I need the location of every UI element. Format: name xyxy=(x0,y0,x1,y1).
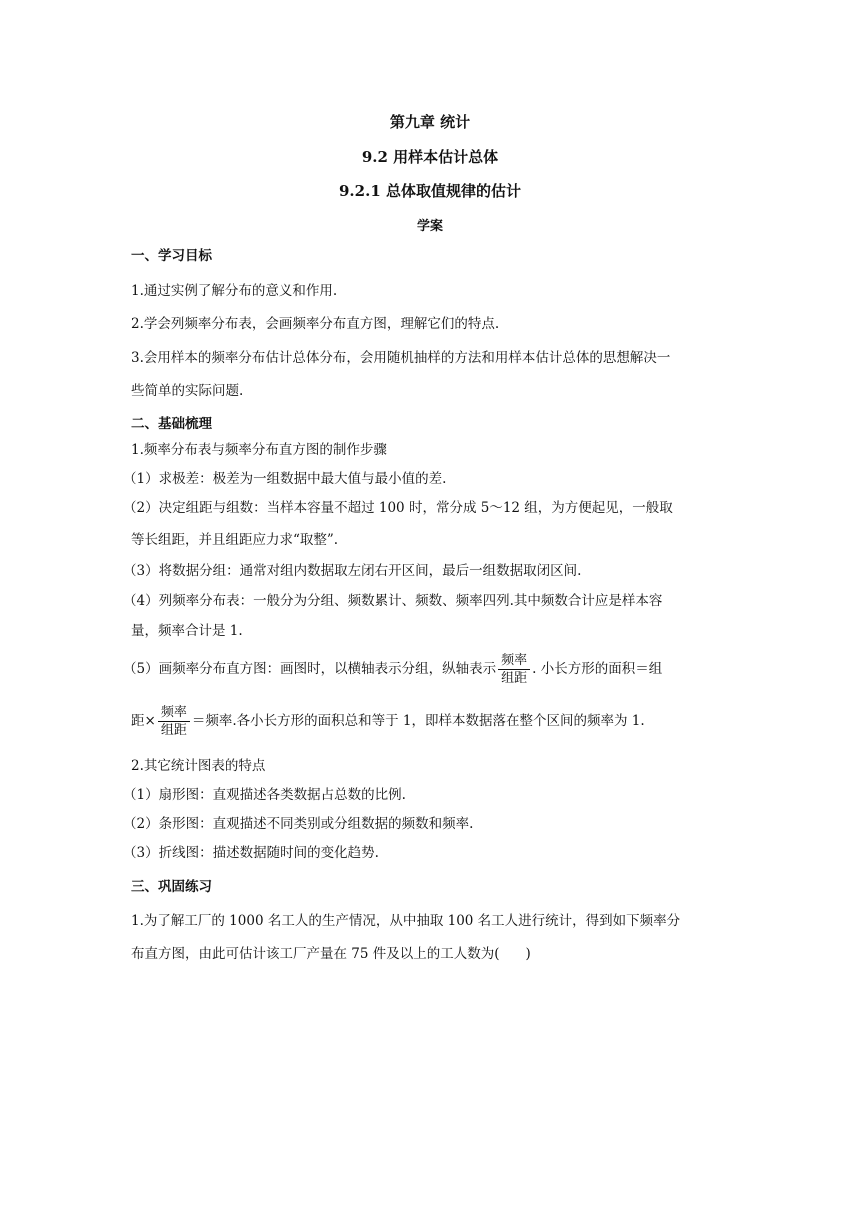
subsection-title: 9.2.1 总体取值规律的估计 xyxy=(339,182,521,200)
chapter-title: 第九章 统计 xyxy=(389,113,471,131)
goal-item-3-cont: 些简单的实际问题. xyxy=(131,383,244,399)
review-step-1: （1）求极差：极差为一组数据中最大值与最小值的差. xyxy=(123,471,447,487)
review-step-4: （4）列频率分布表：一般分为分组、频数累计、频数、频率四列.其中频数合计应是样本容 xyxy=(123,593,663,609)
frequency-over-width-fraction-2 xyxy=(158,704,190,739)
review-heading: 二、基础梳理 xyxy=(131,416,212,432)
fraction-numerator-2: 频率 xyxy=(158,704,190,722)
goal-item-1: 1.通过实例了解分布的意义和作用. xyxy=(131,283,338,299)
fraction-numerator: 频率 xyxy=(498,652,530,670)
step-5-text-after: . 小长方形的面积＝组 xyxy=(532,661,663,677)
review-step-2-cont: 等长组距，并且组距应力求“取整”. xyxy=(131,532,339,548)
review-subheading-2: 2.其它统计图表的特点 xyxy=(131,758,266,774)
frequency-over-width-fraction xyxy=(498,652,530,687)
section-title: 9.2 用样本估计总体 xyxy=(361,148,499,166)
doc-type-label: 学案 xyxy=(416,219,443,234)
review-step-5-cont xyxy=(131,703,731,739)
fraction-denominator: 组距 xyxy=(501,671,528,686)
goal-item-2: 2.学会列频率分布表，会画频率分布直方图，理解它们的特点. xyxy=(131,316,500,332)
review-step-3: （3）将数据分组：通常对组内数据取左闭右开区间，最后一组数据取闭区间. xyxy=(123,563,582,579)
chart-type-bar: （2）条形图：直观描述不同类别或分组数据的频数和频率. xyxy=(123,816,474,832)
goal-item-3: 3.会用样本的频率分布估计总体分布，会用随机抽样的方法和用样本估计总体的思想解决一 xyxy=(131,350,671,366)
goals-heading: 一、学习目标 xyxy=(131,248,212,264)
question-1-close-paren: ) xyxy=(525,946,531,962)
fraction-denominator-2: 组距 xyxy=(160,723,187,738)
step-5-text-before: （5）画频率分布直方图：画图时，以横轴表示分组，纵轴表示 xyxy=(123,661,497,677)
review-subheading-1: 1.频率分布表与频率分布直方图的制作步骤 xyxy=(131,442,387,458)
review-step-4-cont: 量，频率合计是 1. xyxy=(131,623,243,639)
chart-type-line: （3）折线图：描述数据随时间的变化趋势. xyxy=(123,845,379,861)
review-step-5 xyxy=(123,651,723,687)
question-1-text: 布直方图，由此可估计该工厂产量在 75 件及以上的工人数为( xyxy=(131,946,500,962)
step-5-cont-text-before: 距× xyxy=(131,713,156,729)
practice-heading: 三、巩固练习 xyxy=(131,879,212,895)
practice-question-1: 1.为了解工厂的 1000 名工人的生产情况，从中抽取 100 名工人进行统计，得到如下频率分 xyxy=(131,913,681,929)
chart-type-pie: （1）扇形图：直观描述各类数据占总数的比例. xyxy=(123,787,406,803)
review-step-2: （2）决定组距与组数：当样本容量不超过 100 时，常分成 5～12 组，为方便起见，一般取 xyxy=(123,500,673,516)
practice-question-1-cont xyxy=(131,944,731,964)
step-5-cont-text-after: ＝频率.各小长方形的面积总和等于 1，即样本数据落在整个区间的频率为 1. xyxy=(191,713,645,729)
